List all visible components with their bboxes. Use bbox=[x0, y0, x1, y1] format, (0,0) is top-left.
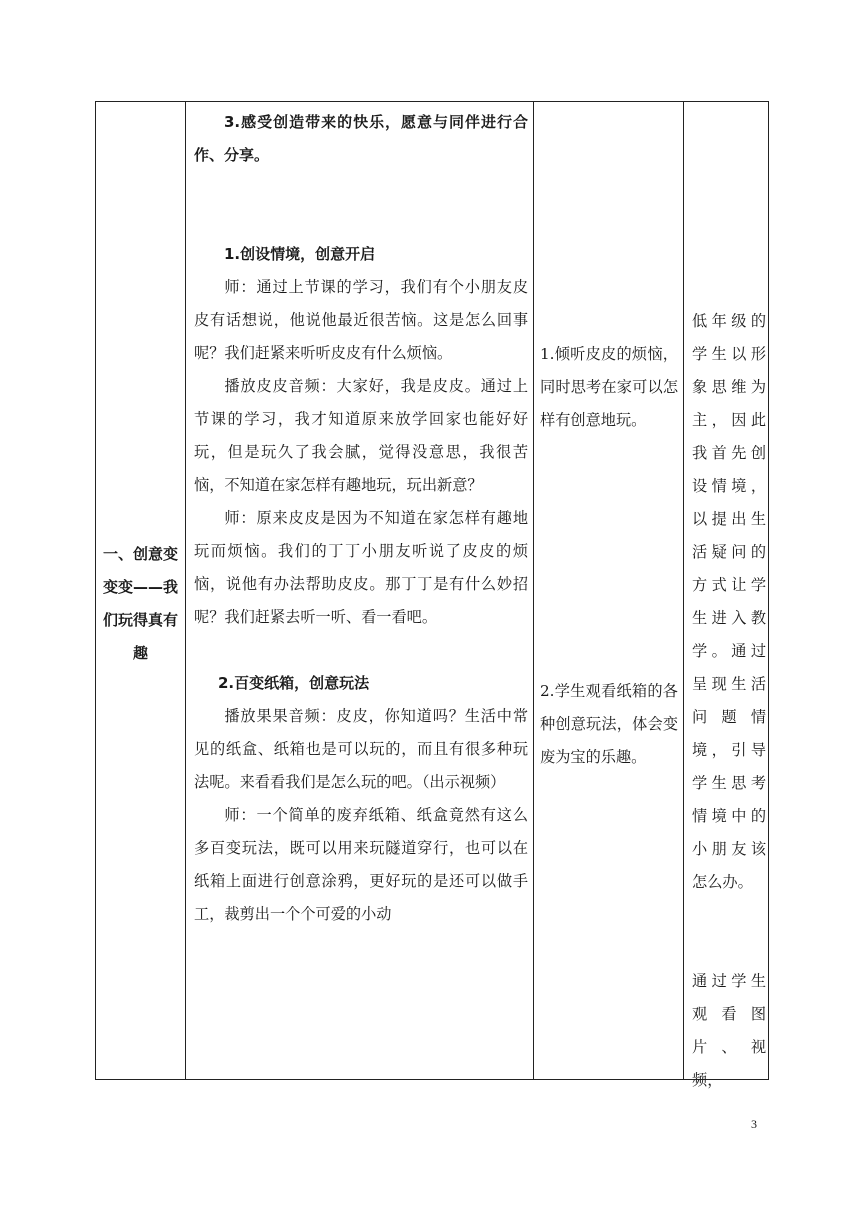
stage-cell bbox=[96, 102, 185, 1079]
section-1-title: 1.创设情境，创意开启 bbox=[224, 245, 376, 263]
paragraph: 师：通过上节课的学习，我们有个小朋友皮皮有话想说，他说他最近很苦恼。这是怎么回事呢？我们赶紧来听听皮皮有什么烦恼。 bbox=[194, 278, 528, 362]
page-number: 3 bbox=[751, 1117, 757, 1131]
lesson-plan-table bbox=[95, 101, 769, 1089]
student-activity-cell bbox=[533, 102, 683, 1079]
paragraph: 师：原来皮皮是因为不知道在家怎样有趣地玩而烦恼。我们的丁丁小朋友听说了皮皮的烦恼，说他有办法帮助皮皮。那丁丁是有什么妙招呢？我们赶紧去听一听、看一看吧。 bbox=[194, 509, 528, 626]
stage-label: 一、创意变变变——我们玩得真有趣 bbox=[102, 544, 178, 662]
teaching-process-cell bbox=[185, 102, 533, 1079]
paragraph: 师：一个简单的废弃纸箱、纸盒竟然有这么多百变玩法，既可以用来玩隧道穿行，也可以在纸箱上面进行创意涂鸦，更好玩的是还可以做手工，裁剪出一个个可爱的小动 bbox=[194, 806, 528, 923]
student-activity-1: 1.倾听皮皮的烦恼，同时思考在家可以怎样有创意地玩。 bbox=[540, 345, 678, 429]
student-activity-2: 2.学生观看纸箱的各种创意玩法，体会变废为宝的乐趣。 bbox=[540, 682, 678, 766]
design-intent-cell bbox=[683, 102, 770, 1089]
goal-3: 3.感受创造带来的快乐，愿意与同伴进行合作、分享。 bbox=[194, 113, 528, 164]
design-intent-2: 通过学生观看图片、视频， bbox=[692, 972, 766, 1089]
paragraph: 播放皮皮音频：大家好，我是皮皮。通过上节课的学习，我才知道原来放学回家也能好好玩，但是玩久了我会腻，觉得没意思，我很苦恼，不知道在家怎样有趣地玩，玩出新意？ bbox=[194, 377, 528, 494]
design-intent-1: 低年级的学生以形象思维为主，因此我首先创设情境，以提出生活疑问的方式让学生进入教学。通过呈现生活问题情境，引导学生思考情境中的小朋友该怎么办。 bbox=[692, 312, 766, 891]
paragraph: 播放果果音频：皮皮，你知道吗？生活中常见的纸盒、纸箱也是可以玩的，而且有很多种玩法呢。来看看我们是怎么玩的吧。（出示视频） bbox=[194, 707, 528, 791]
section-2-title: 2.百变纸箱，创意玩法 bbox=[218, 674, 370, 692]
